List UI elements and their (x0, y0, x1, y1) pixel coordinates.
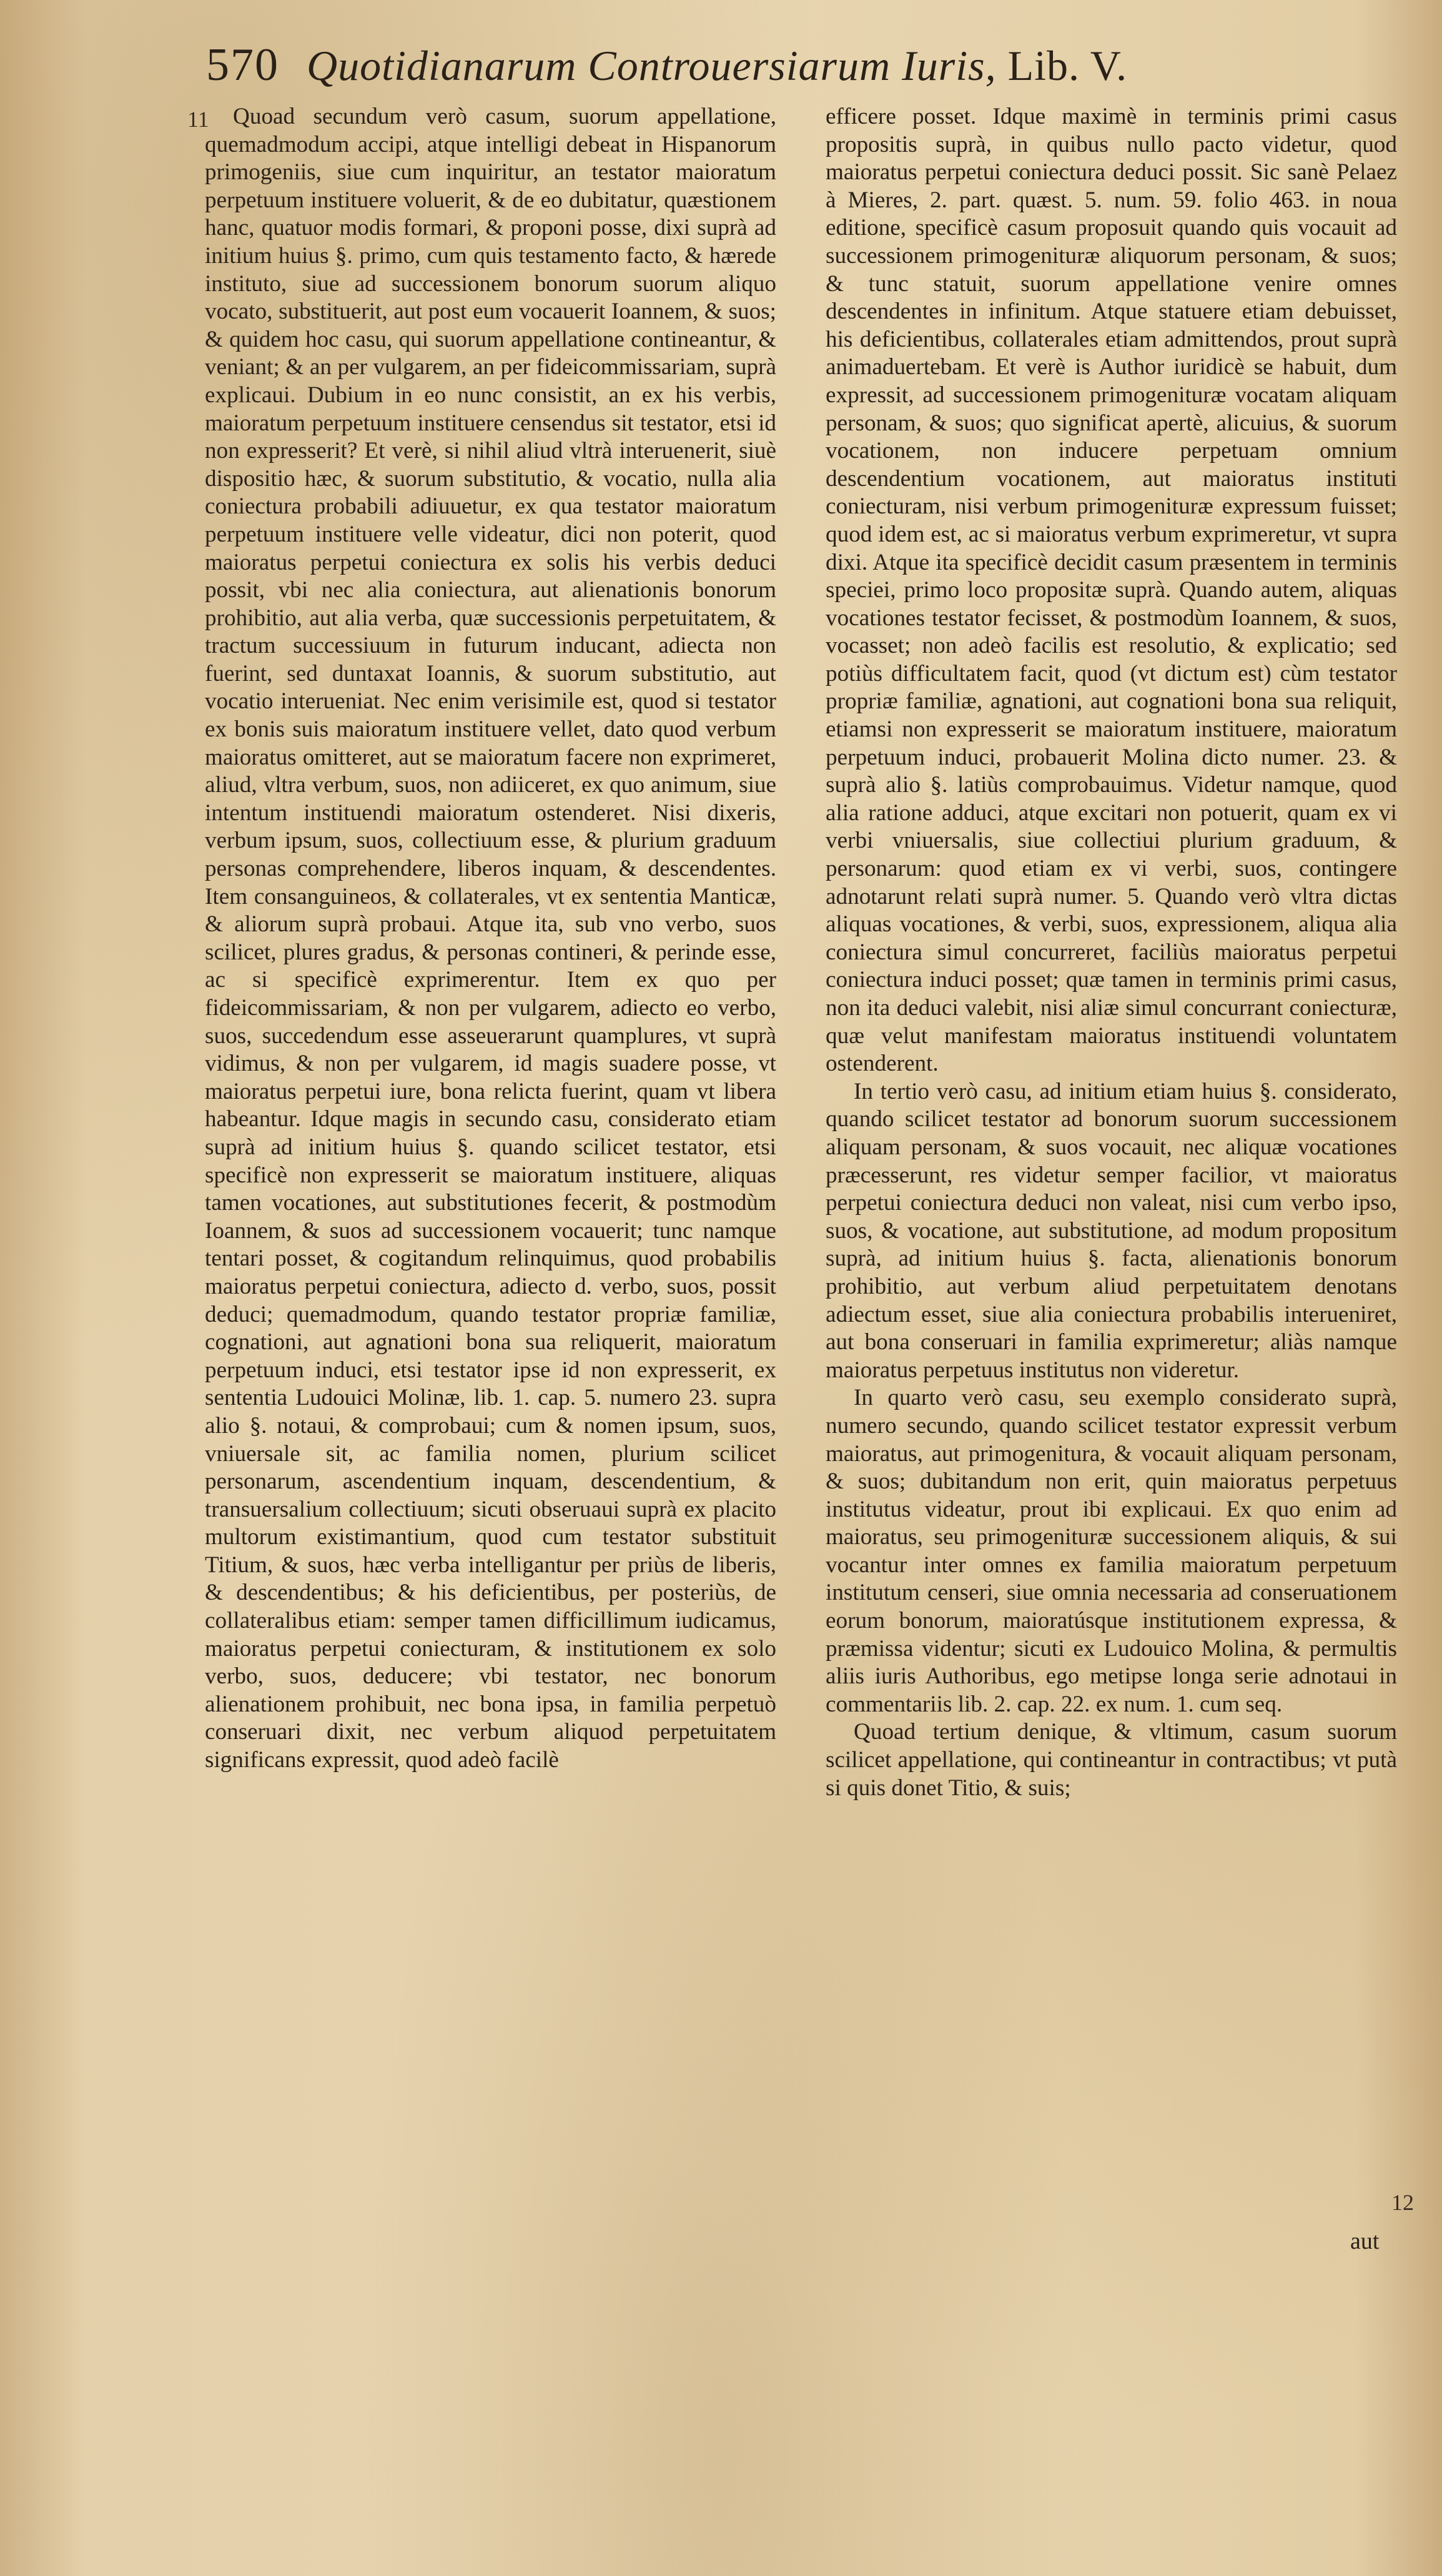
left-column (205, 103, 776, 1775)
running-head (307, 41, 1127, 91)
running-head-book: Lib. V. (1007, 42, 1128, 89)
paragraph: Quoad secundum verò casum, suorum appellatione, quemadmodum accipi, atque intelligi debeat in Hispanorum primogeniis, siue cum inquiritur, an testator maioratum perpetuum instituere voluerit, & de eo dubitatur, quæstionem hanc, quatuor modis formari, & proponi posse, dixi suprà ad initium huius §. primo, cum quis testamento facto, & hærede instituto, siue ad successionem bonorum suorum aliquo vocato, substituerit, aut post eum vocauerit Ioannem, & suos; & quidem hoc casu, qui suorum appellatione contineantur, & veniant; & an per vulgarem, an per fideicommissariam, suprà explicaui. Dubium in eo nunc consistit, an ex his verbis, maioratum perpetuum instituere censendus sit testator, etsi id non expresserit? Et verè, si nihil aliud vltrà interuenerit, siuè dispositio hæc, & suorum substitutio, & vocatio, nulla alia coniectura probabili adiuuetur, ex qua testator maioratum perpetuum instituere velle videatur, dici non poterit, quod maioratus perpetui coniectura ex solis his verbis deduci possit, vbi nec alia coniectura, aut alienationis bonorum prohibitio, aut alia verba, quæ successionis perpetuitatem, & tractum successiuum in futurum inducant, adiecta non fuerint, sed duntaxat Ioannis, & suorum substitutio, aut vocatio interueniat. Nec enim verisimile est, quod si testator ex bonis suis maioratum instituere vellet, dato quod verbum maioratus omitteret, aut se maioratum facere non exprimeret, aliud, vltra verbum, suos, non adiiceret, ex quo animum, siue intentum instituendi maioratum ostenderet. Nisi dixeris, verbum ipsum, suos, collectiuum esse, & plurium graduum personas comprehendere, liberos inquam, & descendentes. Item consanguineos, & collaterales, vt ex sententia Manticæ, & aliorum suprà probaui. Atque ita, sub vno verbo, suos scilicet, plures gradus, & personas contineri, & perinde esse, ac si specificè exprimerentur. Item ex quo per fideicommissariam, & non per vulgarem, adiecto eo verbo, suos, succedendum esse asseuerarunt quamplures, vt suprà vidimus, & non per vulgarem, id magis suadere posse, vt maioratus perpetui iure, bona relicta fuerint, quam vt libera habeantur. Idque magis in secundo casu, considerato etiam suprà ad initium huius §. quando scilicet testator, etsi specificè non expresserit se maioratum instituere, aliquas tamen vocationes, aut substitutiones fecerit, & postmodùm Ioannem, & suos ad successionem vocauerit; tunc namque tentari posset, & cogitandum relinquimus, quod probabilis maioratus perpetui coniectura, adiecto d. verbo, suos, possit deduci; quemadmodum, quando testator propriæ familiæ, cognationi, aut agnationi bona sua reliquerit, maioratum perpetuum induci, etsi testator ipse id non expresserit, ex sententia Ludouici Molinæ, lib. 1. cap. 5. numero 23. supra alio §. notaui, & comprobaui; cum & nomen ipsum, suos, vniuersale sit, ac familia nomen, plurium scilicet personarum, ascendentium inquam, descendentium, & transuersalium collectiuum; sicuti obseruaui suprà ex placito multorum existimantium, quod cum testator substituit Titium, & suos, hæc verba intelligantur per priùs de liberis, & descendentibus; & his deficientibus, per posteriùs, de collateralibus etiam: semper tamen difficillimum iudicamus, maioratus perpetui coniecturam, & institutionem ex solo verbo, suos, deducere; vbi testator, nec bonorum alienationem prohibuit, nec bona ipsa, in familia perpetuò conseruari dixit, nec verbum aliquod perpetuitatem significans expressit, quod adeò facilè (205, 104, 776, 1773)
margin-number-right: 12 (1391, 2190, 1414, 2215)
right-column (826, 103, 1397, 1802)
running-head-title: Quotidianarum Controuersiarum Iuris, (307, 42, 997, 89)
page-header (206, 39, 1393, 107)
catchword: aut (1350, 2228, 1380, 2254)
page-number: 570 (206, 39, 279, 91)
paragraph: In quarto verò casu, seu exemplo considerato suprà, numero secundo, quando scilicet testator expressit verbum maioratus, aut primogenitura, & vocauit aliquam personam, & suos; dubitandum non erit, quin maioratus perpetuus institutus videatur, prout ibi explicaui. Ex quo enim ad maioratus, seu primogenituræ successionem aliquis, & sui vocantur inter omnes ex familia maioratum perpetuum institutum censeri, siue omnia necessaria ad conseruationem eorum bonorum, maioratúsque institutionem expressa, & præmissa videntur; sicuti ex Ludouico Molina, & permultis aliis iuris Authoribus, ego metipse longa serie adnotaui in commentariis lib. 2. cap. 22. ex num. 1. cum seq. (826, 1385, 1397, 1717)
margin-number-left: 11 (187, 107, 209, 132)
paragraph: In tertio verò casu, ad initium etiam huius §. considerato, quando scilicet testator ad bonorum suorum successionem aliquam personam, & suos vocauit, nec aliquæ vocationes præcesserunt, res videtur semper facilior, vt maioratus perpetui coniectura deduci non valeat, nisi cum verbo ipso, suos, & vocatione, aut substitutione, ad modum propositum suprà, ad initium huius §. facta, alienationis bonorum prohibitio, aut verbum aliud perpetuitatem denotans adiectum esset, siue alia coniectura probabilis interueniret, aut bona conseruari in familia exprimeretur; aliàs namque maioratus perpetuus institutus non videretur. (826, 1078, 1397, 1383)
paragraph: Quoad tertium denique, & vltimum, casum suorum scilicet appellatione, qui contineantur in contractibus; vt putà si quis donet Titio, & suis; (826, 1719, 1397, 1801)
paragraph: efficere posset. Idque maximè in terminis primi casus propositis suprà, in quibus nullo pacto videtur, quod maioratus perpetui coniectura deduci possit. Sic sanè Pelaez à Mieres, 2. part. quæst. 5. num. 59. folio 463. in noua editione, specificè casum proposuit quando quis vocauit ad successionem primogenituræ aliquorum personam, & suos; & tunc statuit, suorum appellatione venire omnes descendentes in infinitum. Atque statuere etiam debuisset, his deficientibus, collaterales etiam admittendos, prout suprà animaduertebam. Et verè is Author iuridicè se habuit, dum expressit, ad successionem primogenituræ vocatam aliquam personam, & suos; quo significat apertè, alicuius, & suorum vocationem, non inducere perpetuam omnium descendentium vocationem, aut maioratus instituti coniecturam, nisi verbum primogenituræ expressum fuisset; quod idem est, ac si maioratus verbum exprimeretur, vt supra dixi. Atque ita specificè decidit casum præsentem in terminis speciei, primo loco propositæ suprà. Quando autem, aliquas vocationes testator fecisset, & postmodùm Ioannem, & suos, vocasset; non adeò facilis est resolutio, & explicatio; sed potiùs difficultatem facit, quod (vt dictum est) cùm testator propriæ familiæ, agnationi, aut cognationi bona sua reliquit, etiamsi non expresserit se maioratum instituere, maioratum perpetuum induci, probauerit Molina dicto numer. 23. & suprà alio §. latiùs comprobauimus. Videtur namque, quod alia ratione adduci, atque excitari non potuerit, quam ex vi verbi vniuersalis, siue collectiui plurium graduum, & personarum: quod etiam ex vi verbi, suos, contingere adnotarunt relati suprà numer. 5. Quando verò vltra dictas aliquas vocationes, & verbi, suos, expressionem, aliqua alia coniectura simul concurreret, faciliùs maioratus perpetui coniectura induci posset; quæ tamen in terminis primi casus, non ita deduci valebit, nisi aliæ simul concurrant coniecturæ, quæ velut manifestam maioratus instituendi voluntatem ostenderent. (826, 104, 1397, 1077)
